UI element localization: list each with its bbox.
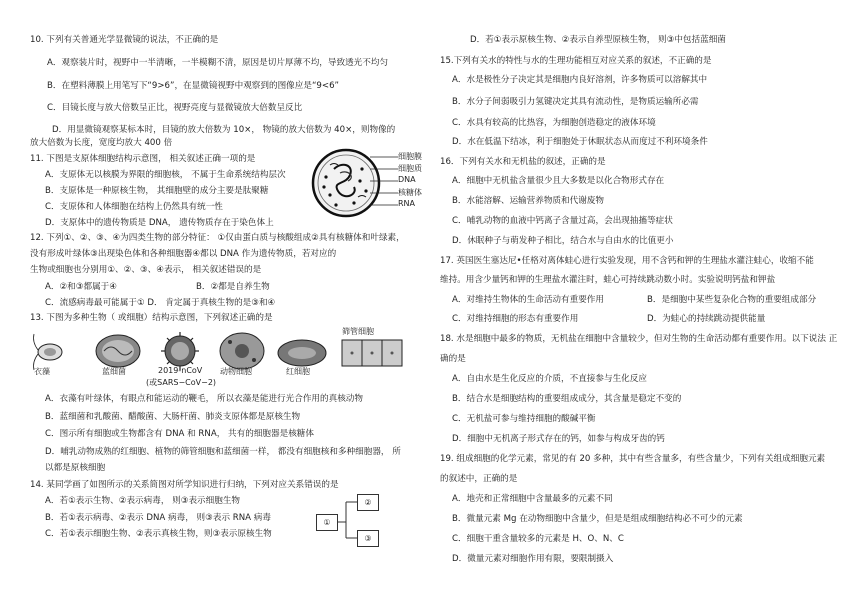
- q11-option-b: B．支原体是一种原核生物， 其细胞壁的成分主要是肽聚糖: [45, 186, 269, 196]
- label-chlamydomonas: 衣藻: [34, 367, 50, 376]
- q15-option-b: B．水分子间弱吸引力氢键决定其具有流动性，是物质运输所必需: [452, 97, 699, 107]
- organisms-figure: [30, 326, 410, 388]
- q14-stem: 14. 某同学画了如图所示的关系简图对所学知识进行归纳，下列对应关系错误的是: [30, 480, 339, 490]
- label-sieve-tube: 筛管细胞: [342, 327, 374, 336]
- q14-option-b: B．若①表示病毒、②表示 DNA 病毒， 则③表示 RNA 病毒: [45, 513, 271, 523]
- q13-option-d-cont: 以都是原核细胞: [45, 463, 106, 473]
- q11-stem: 11. 下图是支原体细胞结构示意图， 相关叙述正确一项的是: [30, 154, 256, 164]
- label-dna: DNA: [398, 175, 416, 184]
- label-cell-membrane: 细胞膜: [398, 152, 422, 161]
- label-cytoplasm: 细胞质: [398, 164, 422, 173]
- q15-option-d: D．水在低温下结冰，利于细胞处于休眠状态从而度过不利环境条件: [452, 137, 708, 147]
- q13-option-b: B．蓝细菌和乳酸菌、醋酸菌、大肠杆菌、肺炎支原体都是原核生物: [45, 412, 301, 422]
- q15-option-a: A．水是极性分子决定其是细胞内良好溶剂，许多物质可以溶解其中: [452, 75, 708, 85]
- relation-box-3: ③: [357, 530, 379, 547]
- q18-option-c: C．无机盐可参与维持细胞的酸碱平衡: [452, 414, 596, 424]
- q17-stem-line1: 17. 英国医生塞达尼•任格对离体蛙心进行实验发现，用不含钙和钾的生理盐水灌注蛙心，收缩不能: [440, 256, 814, 266]
- q16-stem: 16．下列有关水和无机盐的叙述，正确的是: [440, 157, 606, 167]
- q10-option-b: B．在塑料薄膜上用笔写下“9>6”，在显微镜视野中观察到的图像应是“9<6”: [47, 81, 340, 91]
- q19-option-d: D．微量元素对细胞作用有限，要限制摄入: [452, 554, 614, 564]
- label-ribosome: 核糖体: [398, 188, 422, 197]
- q18-option-d: D．细胞中无机离子形式存在的钙，如参与构成牙齿的钙: [452, 434, 665, 444]
- q19-option-b: B．微量元素 Mg 在动物细胞中含量少，但是是组成细胞结构必不可少的元素: [452, 514, 743, 524]
- label-sars: (或SARS−CoV−2): [146, 378, 217, 387]
- label-red-blood-cell: 红细胞: [286, 367, 310, 376]
- label-coronavirus: 2019-nCoV: [158, 366, 203, 375]
- q15-stem: 15.下列有关水的特性与水的生理功能相互对应关系的叙述，不正确的是: [440, 56, 712, 66]
- q11-option-d: D．支原体中的遗传物质是 DNA， 遗传物质存在于染色体上: [45, 218, 274, 228]
- q16-option-d: D．休眠种子与萌发种子相比，结合水与自由水的比值更小: [452, 236, 674, 246]
- q10-option-d: D．用显微镜观察某标本时，目镜的放大倍数为 10×， 物镜的放大倍数为 40×，则物像的: [52, 125, 396, 135]
- q17-option-a: A．对维持生物体的生命活动有重要作用: [452, 295, 604, 305]
- q12-option-cd: C．流感病毒最可能属于① D． 肯定属于真核生物的是③和④: [45, 298, 276, 308]
- relation-box-2: ②: [357, 494, 379, 511]
- relation-box-1: ①: [316, 514, 338, 531]
- mycoplasma-diagram: [310, 147, 428, 219]
- relation-diagram: [312, 486, 382, 546]
- q14-option-a: A．若①表示生物、②表示病毒， 则③表示细胞生物: [45, 496, 241, 506]
- q13-option-d: D．哺乳动物成熟的红细胞、植物的筛管细胞和蓝细菌一样， 都没有细胞核和多种细胞器， 所: [45, 447, 401, 457]
- q18-option-a: A．自由水是生化反应的介质，不直接参与生化反应: [452, 374, 647, 384]
- q13-stem: 13. 下图为多种生物（ 或细胞）结构示意图，下列叙述正确的是: [30, 313, 273, 323]
- q18-stem-line2: 确的是: [440, 354, 466, 364]
- label-leader-lines: [370, 147, 400, 219]
- q19-stem-line2: 的叙述中，正确的是: [440, 474, 518, 484]
- q16-option-a: A．细胞中无机盐含量很少且大多数是以化合物形式存在: [452, 176, 665, 186]
- q18-option-b: B．结合水是细胞结构的重要组成成分，其含量是稳定不变的: [452, 394, 682, 404]
- q19-option-c: C．细胞干重含量较多的元素是 H、O、N、C: [452, 534, 624, 544]
- q12-stem-line2: 没有形成叶绿体③出现染色体和各种细胞器④都以 DNA 作为遗传物质，若对应的: [30, 249, 337, 259]
- q13-option-c: C．图示所有细胞或生物都含有 DNA 和 RNA， 共有的细胞器是核糖体: [45, 429, 314, 439]
- q14-option-c: C．若①表示细胞生物、②表示真核生物，则③表示原核生物: [45, 529, 272, 539]
- q11-option-a: A．支原体无以核膜为界限的细胞核， 不属于生命系统结构层次: [45, 170, 286, 180]
- q10-option-c: C．目镜长度与放大倍数呈正比，视野亮度与显微镜放大倍数呈反比: [47, 103, 303, 113]
- q10-option-a: A．观察装片时，视野中一半清晰，一半模糊不清，原因是切片厚薄不均，导致透光不均匀: [47, 58, 389, 68]
- q17-option-b: B．是细胞中某些复杂化合物的重要组成部分: [647, 295, 817, 305]
- q17-option-d: D．为蛙心的持续跳动提供能量: [647, 314, 766, 324]
- q10-option-d-cont: 放大倍数为长度，宽度均放大 400 倍: [30, 138, 173, 148]
- label-animal-cell: 动物细胞: [220, 367, 252, 376]
- q12-option-a: A．②和③都属于④: [45, 282, 117, 292]
- q15-option-c: C．水具有较高的比热容，为细胞创造稳定的液体环境: [452, 118, 656, 128]
- q16-option-b: B．水能溶解、运输营养物质和代谢废物: [452, 196, 604, 206]
- q17-stem-line2: 维持。用含少量钙和钾的生理盐水灌注时，蛙心可持续跳动数小时。实验说明钙盐和钾盐: [440, 275, 776, 285]
- q12-stem-line1: 12. 下列①、②、③、④为四类生物的部分特征： ①仅由蛋白质与核酸组成②具有核糖体和叶绿素，: [30, 233, 405, 243]
- q17-option-c: C．对维持细胞的形态有重要作用: [452, 314, 579, 324]
- q19-stem-line1: 19. 组成细胞的化学元素，常见的有 20 多种，其中有些含量多，有些含量少，下列有关组成细胞元素: [440, 454, 826, 464]
- q18-stem-line1: 18. 水是细胞中最多的物质，无机盐在细胞中含量较少，但对生物的生命活动都有重要作用。以下说法 正: [440, 334, 838, 344]
- label-rna: RNA: [398, 199, 416, 208]
- q11-option-c: C．支原体和人体细胞在结构上仍然具有统一性: [45, 202, 223, 212]
- q14-option-d: D．若①表示原核生物、②表示自养型原核生物， 则③中包括蓝细菌: [470, 35, 726, 45]
- q12-option-b: B．②都是自养生物: [196, 282, 270, 292]
- q10-stem: 10. 下列有关普通光学显微镜的说法，不正确的是: [30, 35, 219, 45]
- q12-stem-line3: 生物或细胞也分别用①、②、③、④表示， 相关叙述错误的是: [30, 265, 262, 275]
- q16-option-c: C．哺乳动物的血液中钙离子含量过高，会出现抽搐等症状: [452, 216, 673, 226]
- q13-option-a: A．衣藻有叶绿体，有眼点和能运动的鞭毛， 所以衣藻是能进行光合作用的真核动物: [45, 394, 363, 404]
- q19-option-a: A．地壳和正常细胞中含量最多的元素不同: [452, 494, 613, 504]
- label-cyanobacteria: 蓝细菌: [102, 367, 126, 376]
